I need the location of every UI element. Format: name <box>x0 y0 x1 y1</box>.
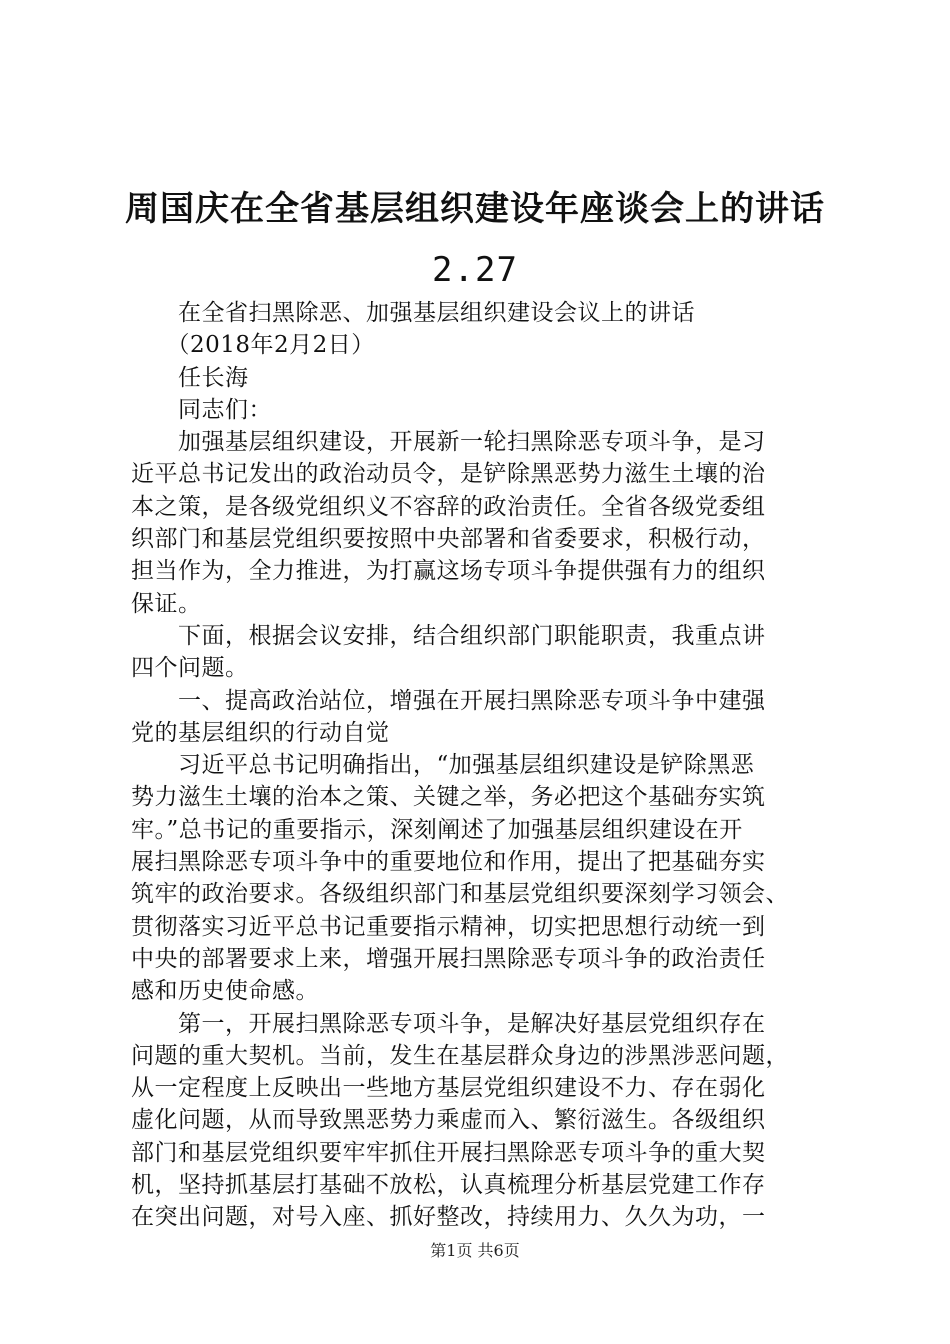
text-line: 织部门和基层党组织要按照中央部署和省委要求，积极行动， <box>131 526 766 553</box>
text-line: 近平总书记发出的政治动员令，是铲除黑恶势力滋生土壤的治 <box>131 461 766 488</box>
text-line: 担当作为，全力推进，为打赢这场专项斗争提供强有力的组织 <box>131 558 766 585</box>
page-number-footer: 第1页 共6页 <box>430 1241 520 1260</box>
text-line: 习近平总书记明确指出，“加强基层组织建设是铲除黑恶 <box>131 752 755 779</box>
text-line: 一、提高政治站位，增强在开展扫黑除恶专项斗争中建强 <box>131 687 766 714</box>
text-line: 筑牢的政治要求。各级组织部门和基层党组织要深刻学习领会、 <box>131 881 789 908</box>
text-line: 虚化问题，从而导致黑恶势力乘虚而入、繁衍滋生。各级组织 <box>131 1107 766 1134</box>
text-line: 四个问题。 <box>131 655 249 682</box>
text-line: 展扫黑除恶专项斗争中的重要地位和作用，提出了把基础夯实 <box>131 849 766 876</box>
text-line: （2018年2月2日） <box>131 332 375 359</box>
text-line: 牢。”总书记的重要指示，深刻阐述了加强基层组织建设在开 <box>131 816 743 843</box>
text-line: 本之策，是各级党组织义不容辞的政治责任。全省各级党委组 <box>131 493 766 520</box>
text-line: 加强基层组织建设，开展新一轮扫黑除恶专项斗争，是习 <box>131 429 766 456</box>
text-line: 下面，根据会议安排，结合组织部门职能职责，我重点讲 <box>131 622 766 649</box>
text-line: 第一，开展扫黑除恶专项斗争，是解决好基层党组织存在 <box>131 1010 766 1037</box>
text-line: 势力滋生土壤的治本之策、关键之举，务必把这个基础夯实筑 <box>131 784 766 811</box>
text-line: 中央的部署要求上来，增强开展扫黑除恶专项斗争的政治责任 <box>131 945 766 972</box>
text-line: 从一定程度上反映出一些地方基层党组织建设不力、存在弱化 <box>131 1075 766 1102</box>
document-title-date: 2.27 <box>432 250 518 290</box>
document-title: 周国庆在全省基层组织建设年座谈会上的讲话 <box>125 189 825 229</box>
text-line: 在突出问题，对号入座、抓好整改，持续用力、久久为功，一 <box>131 1204 766 1231</box>
text-line: 贯彻落实习近平总书记重要指示精神，切实把思想行动统一到 <box>131 913 766 940</box>
text-line: 机，坚持抓基层打基础不放松，认真梳理分析基层党建工作存 <box>131 1172 766 1199</box>
text-line: 在全省扫黑除恶、加强基层组织建设会议上的讲话 <box>131 300 695 326</box>
document-body <box>131 297 831 1234</box>
text-line: 问题的重大契机。当前，发生在基层群众身边的涉黑涉恶问题， <box>131 1042 789 1069</box>
text-line: 党的基层组织的行动自觉 <box>131 719 390 746</box>
text-line: 同志们： <box>131 396 272 423</box>
text-line: 感和历史使命感。 <box>131 978 319 1005</box>
text-line: 任长海 <box>131 364 249 391</box>
text-line: 保证。 <box>131 590 202 617</box>
text-line: 部门和基层党组织要牢牢抓住开展扫黑除恶专项斗争的重大契 <box>131 1139 766 1166</box>
